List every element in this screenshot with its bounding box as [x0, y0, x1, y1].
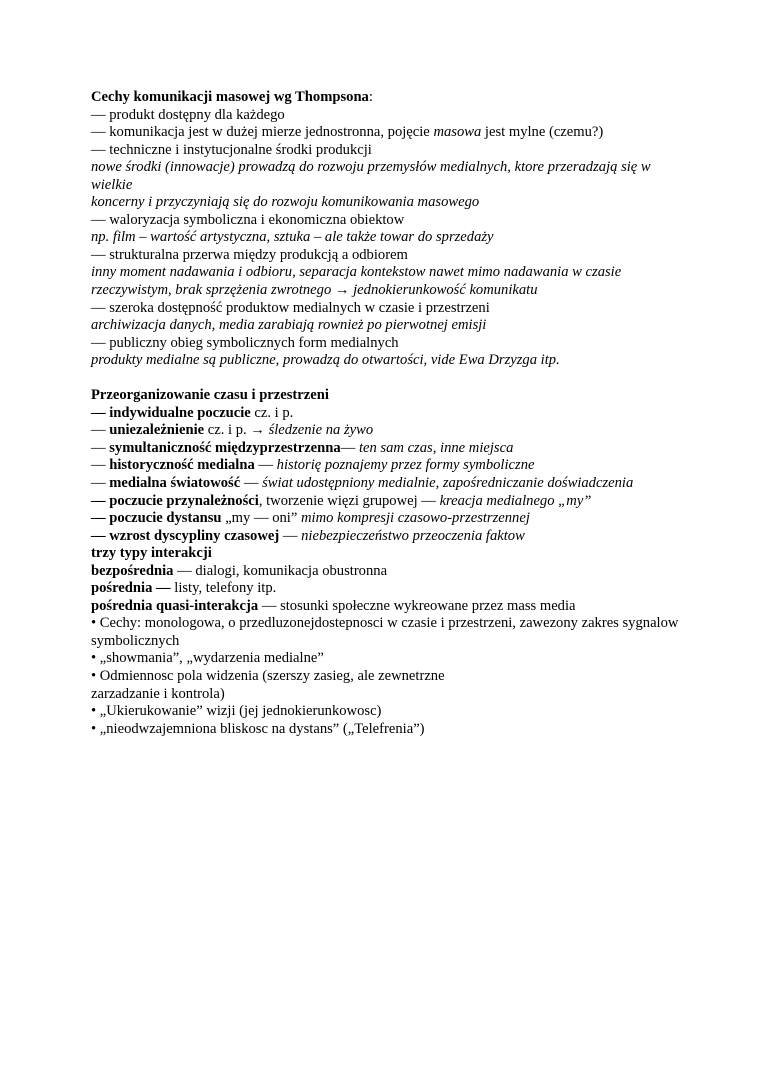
s2-row-7-note: mimo kompresji czasowo-przestrzennej [301, 510, 530, 527]
s2-row-1-term: — indywidualne poczucie [91, 404, 251, 421]
s2-row-8-term: — wzrost dyscypliny czasowej [91, 527, 280, 544]
section1-heading: Cechy komunikacji masowej wg Thompsona [91, 89, 369, 105]
s2-row-6-term: — poczucie przynależności [91, 492, 259, 509]
s3-bullet-3-cont: zarzadzanie i kontrola) [91, 685, 225, 702]
s1-line-4: nowe środki (innowacje) prowadzą do rozwoju przemysłów medialnych, ktore przeradzają się w wielkie [91, 159, 651, 193]
s1-line-3: — techniczne i instytucjonalne środki produkcji [91, 141, 372, 158]
s2-row-4-sep: — [254, 457, 277, 474]
s1-line-2-text-c: jest mylne (czemu?) [481, 124, 604, 141]
s1-line-1: — produkt dostępny dla każdego [91, 106, 285, 123]
s2-row-4-term: historyczność medialna [109, 457, 255, 474]
s3-type-3 [91, 598, 691, 616]
s2-row-3-note: ten sam czas, inne miejsca [358, 439, 514, 456]
s1-line-11: — szeroka dostępność produktow medialnych w czasie i przestrzeni [91, 299, 490, 316]
s3-type-3-text: — stosunki społeczne wykreowane przez mass media [258, 597, 576, 614]
section1-heading-line [91, 89, 691, 107]
s2-row-1-text: cz. i p. [250, 404, 294, 421]
s1-line-2-term: masowa [433, 124, 482, 141]
s1-line-9: inny moment nadawania i odbioru, separacja kontekstow nawet mimo nadawania w czasie [91, 264, 622, 281]
s3-type-2 [91, 580, 691, 598]
s2-row-7-term: — poczucie dystansu [91, 510, 222, 527]
s1-line-12: archiwizacja danych, media zarabiają rownież po pierwotnej emisji [91, 317, 487, 334]
s2-row-6-note: kreacja medialnego „my” [439, 492, 592, 509]
s2-row-3-sep: — [340, 439, 359, 456]
s2-row-8 [91, 528, 691, 546]
s3-bullet-3: • Odmiennosc pola widzenia (szerszy zasieg, ale zewnetrzne [91, 668, 445, 684]
section1-heading-colon: : [368, 89, 373, 105]
s2-row-4-dash: — [91, 457, 110, 474]
s1-line-5: koncerny i przyczyniają się do rozwoju komunikowania masowego [91, 194, 480, 211]
s2-row-3-term: symultaniczność międzyprzestrzenna [109, 439, 341, 456]
s1-line-7: np. film – wartość artystyczna, sztuka – ale także towar do sprzedaży [91, 229, 494, 246]
section2-heading: Przeorganizowanie czasu i przestrzeni [91, 387, 329, 404]
s2-row-7 [91, 510, 691, 528]
s2-row-8-note: niebezpieczeństwo przeoczenia faktow [301, 527, 525, 544]
s2-row-8-sep: — [279, 527, 302, 544]
s3-type-1-term: bezpośrednia [91, 562, 174, 579]
s2-row-3-dash: — [91, 439, 110, 456]
s3-bullet-1-cont: symbolicznych [91, 632, 180, 649]
s2-row-3 [91, 440, 691, 458]
s2-row-5-sep: — [240, 474, 263, 491]
s2-row-1 [91, 405, 691, 423]
s2-row-4-note: historię poznajemy przez formy symboliczne [276, 457, 535, 474]
s2-row-5-term: medialna światowość [109, 474, 241, 491]
s3-bullet-2: • „showmania”, „wydarzenia medialne” [91, 650, 324, 667]
s3-type-1-text: — dialogi, komunikacja obustronna [173, 562, 388, 579]
section3-heading: trzy typy interakcji [91, 545, 212, 562]
s3-type-1 [91, 563, 691, 581]
section-spacer [91, 370, 691, 388]
s1-line-10: rzeczywistym, brak sprzężenia zwrotnego → jednokierunkowość komunikatu [91, 282, 538, 299]
s3-type-2-term: pośrednia — [91, 580, 171, 597]
s1-line-13: — publiczny obieg symbolicznych form medialnych [91, 334, 399, 351]
s3-bullet-5: • „nieodwzajemniona bliskosc na dystans” („Telefrenia”) [91, 720, 425, 737]
s3-type-3-term: pośrednia quasi-interakcja [91, 597, 259, 614]
s2-row-5-dash: — [91, 474, 110, 491]
s2-row-7-text: „my — oni” [221, 510, 301, 527]
s2-row-2-dash: — [91, 422, 110, 439]
s2-row-2-text: cz. i p. → [204, 422, 269, 439]
s3-bullet-1: • Cechy: monologowa, o przedluzonejdostepnosci w czasie i przestrzeni, zawezony zakres sygnalow [91, 615, 679, 632]
s2-row-5 [91, 475, 691, 493]
s2-row-4 [91, 457, 691, 475]
s3-type-2-text: listy, telefony itp. [170, 580, 277, 597]
s1-line-8: — strukturalna przerwa między produkcją a odbiorem [91, 246, 408, 263]
s2-row-2-term: uniezależnienie [109, 422, 205, 439]
s1-line-2-text-a: — komunikacja jest w dużej mierze jednostronna, pojęcie [91, 124, 434, 141]
s2-row-5-note: świat udostępniony medialnie, zapośredniczanie doświadczenia [262, 474, 634, 491]
s2-row-2 [91, 422, 691, 440]
document-body [91, 89, 691, 738]
s2-row-6-text: , tworzenie więzi grupowej — [258, 492, 440, 509]
s1-line-14: produkty medialne są publiczne, prowadzą do otwartości, vide Ewa Drzyzga itp. [91, 352, 560, 369]
s2-row-2-note: śledzenie na żywo [268, 422, 374, 439]
s3-bullet-4: • „Ukierukowanie” wizji (jej jednokierunkowosc) [91, 703, 382, 720]
s1-line-6: — waloryzacja symboliczna i ekonomiczna obiektow [91, 211, 405, 228]
s1-line-2 [91, 124, 691, 142]
s2-row-6 [91, 493, 691, 511]
